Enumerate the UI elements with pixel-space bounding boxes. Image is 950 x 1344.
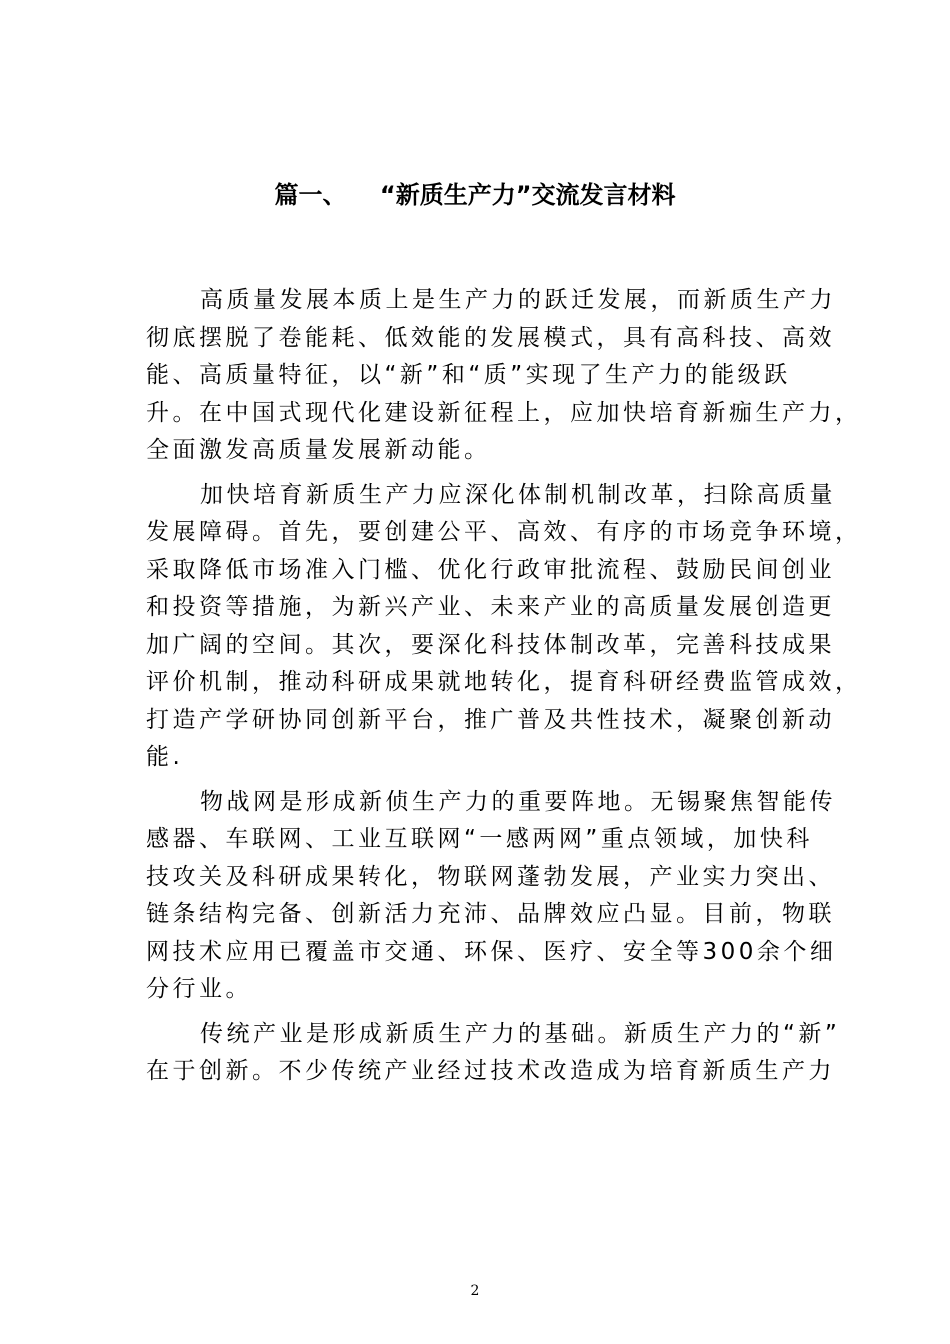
- paragraph-line: 能、高质量特征，以“新”和“质”实现了生产力的能级跃: [146, 362, 791, 388]
- document-body: [146, 282, 862, 1098]
- paragraph-3: [146, 784, 837, 1009]
- paragraph-line: 评价机制，推动科研成果就地转化，提育科研经费监管成效，: [146, 669, 862, 695]
- paragraph-1: [146, 282, 862, 470]
- paragraph-line: 高质量发展本质上是生产力的跃迁发展，而新质生产力: [200, 287, 836, 313]
- paragraph-line: 加广阔的空间。其次，要深化科技体制改革，完善科技成果: [146, 631, 835, 658]
- paragraph-line: 发展障碍。首先，要创建公平、高效、有序的市场竞争环境，: [146, 519, 862, 545]
- paragraph-line: 能.: [146, 744, 184, 770]
- paragraph-line: 全面激发高质量发展新动能。: [146, 437, 491, 463]
- paragraph-line: 感器、车联网、工业互联网“一感两网”重点领域，加快科: [146, 826, 813, 852]
- paragraph-4: [146, 1016, 841, 1091]
- paragraph-line: 传统产业是形成新质生产力的基础。新质生产力的“新”: [200, 1020, 841, 1047]
- paragraph-line: 升。在中国式现代化建设新征程上，应加快培育新痂生产力，: [146, 399, 862, 426]
- paragraph-line: 和投资等措施，为新兴产业、未来产业的高质量发展创造更: [146, 594, 835, 620]
- paragraph-line: 打造产学研协同创新平台，推广普及共性技术，凝聚创新动: [146, 706, 835, 733]
- paragraph-line: 技攻关及科研成果转化，物联网蓬勃发展，产业实力突出、: [146, 863, 835, 890]
- paragraph-line: 采取降低市场准入门槛、优化行政审批流程、鼓励民间创业: [146, 556, 835, 583]
- paragraph-line: 加快培育新质生产力应深化体制机制改革，扫除高质量: [200, 481, 836, 508]
- paragraph-line: 链条结构完备、创新活力充沛、品牌效应凸显。目前，物联: [146, 901, 835, 927]
- paragraph-2: [146, 477, 862, 777]
- document-title: 篇一、 “新质生产力”交流发言材料: [274, 181, 676, 209]
- paragraph-line: 网技术应用已覆盖市交通、环保、医疗、安全等300余个细: [146, 938, 837, 965]
- page-number: 2: [470, 1283, 480, 1299]
- paragraph-line: 在于创新。不少传统产业经过技术改造成为培育新质生产力: [146, 1058, 835, 1084]
- paragraph-line: 分行业。: [146, 976, 252, 1002]
- paragraph-line: 物战网是形成新侦生产力的重要阵地。无锡聚焦智能传: [200, 788, 836, 815]
- paragraph-line: 彻底摆脱了卷能耗、低效能的发展模式，具有高科技、高效: [146, 324, 835, 351]
